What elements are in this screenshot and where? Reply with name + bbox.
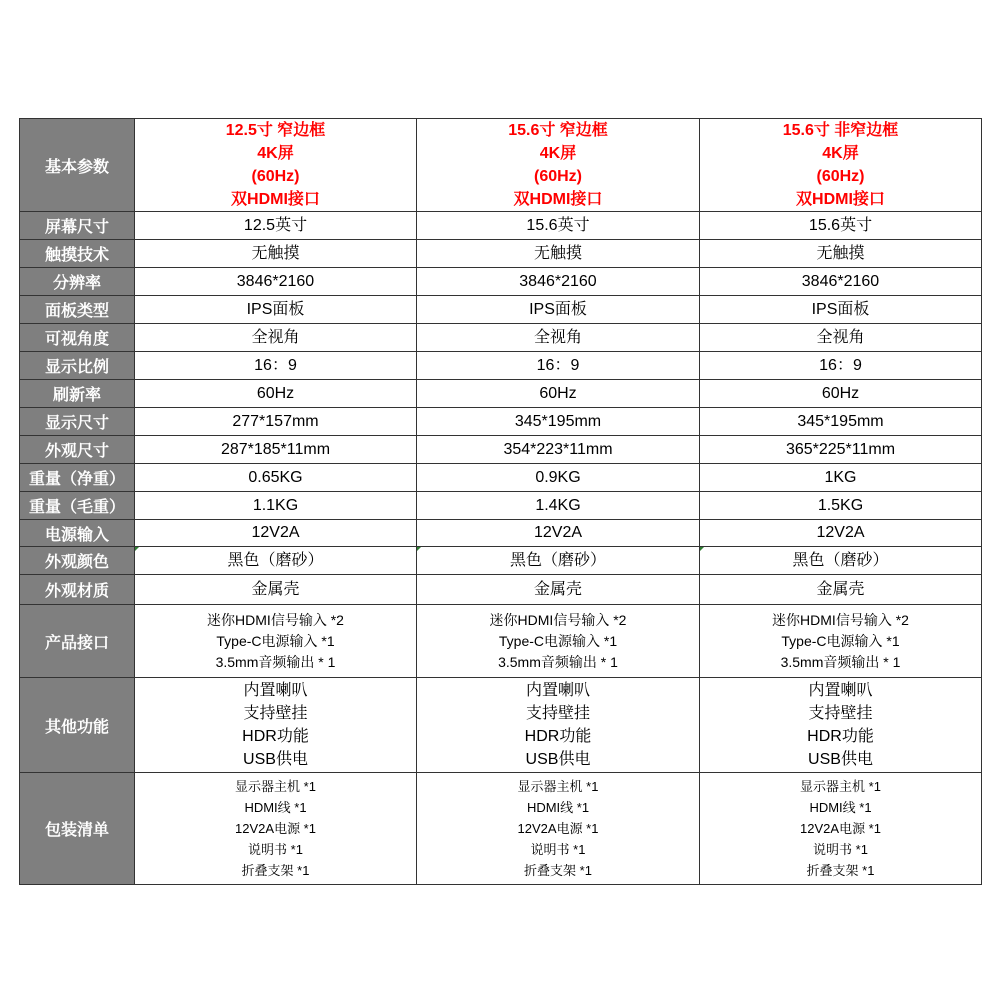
model-line: 4K屏 — [822, 145, 859, 162]
row-label: 显示尺寸 — [20, 408, 135, 436]
model-line: (60Hz) — [533, 168, 582, 185]
cell-value: IPS面板 — [135, 296, 417, 324]
model-line: 15.6寸 窄边框 — [508, 122, 608, 139]
table-row — [20, 408, 982, 436]
cell-value: IPS面板 — [417, 296, 700, 324]
list-item: 内置喇叭 — [525, 682, 590, 699]
list-item: HDR功能 — [807, 728, 874, 745]
row-label: 面板类型 — [20, 296, 135, 324]
model-column-header — [135, 119, 417, 212]
cell-value: 3846*2160 — [135, 268, 417, 296]
list-item: 说明书 *1 — [248, 842, 303, 857]
row-label: 外观尺寸 — [20, 436, 135, 464]
table-row — [20, 464, 982, 492]
table-row — [20, 520, 982, 547]
cell-value: 12V2A — [700, 520, 982, 547]
list-item: 显示器主机 *1 — [235, 779, 316, 794]
list-item: Type-C电源输入 *1 — [216, 632, 335, 649]
row-label: 电源输入 — [20, 520, 135, 547]
list-item: 内置喇叭 — [808, 682, 873, 699]
row-label: 重量（毛重） — [20, 492, 135, 520]
list-item: 12V2A电源 *1 — [517, 821, 599, 836]
list-item: 迷你HDMI信号输入 *2 — [207, 611, 344, 628]
row-label: 产品接口 — [20, 605, 135, 678]
cell-value: 12V2A — [417, 520, 700, 547]
package-row — [20, 773, 982, 885]
list-item: 3.5mm音频输出 * 1 — [780, 653, 901, 670]
features-cell — [700, 678, 982, 773]
features-cell — [417, 678, 700, 773]
list-item: USB供电 — [243, 751, 308, 768]
cell-value: 全视角 — [700, 324, 982, 352]
ports-cell — [135, 605, 417, 678]
list-item: 3.5mm音频输出 * 1 — [498, 653, 618, 670]
table-row — [20, 436, 982, 464]
list-item: HDMI线 *1 — [809, 800, 872, 815]
table-row — [20, 268, 982, 296]
model-line: 15.6寸 非窄边框 — [782, 122, 899, 139]
list-item: HDR功能 — [524, 728, 592, 745]
list-item: 内置喇叭 — [243, 682, 308, 699]
list-item: 12V2A电源 *1 — [800, 821, 881, 836]
row-label: 包装清单 — [20, 773, 135, 885]
ports-cell — [700, 605, 982, 678]
row-label: 显示比例 — [20, 352, 135, 380]
cell-value: 金属壳 — [135, 575, 417, 605]
list-item: 支持壁挂 — [525, 705, 590, 722]
list-item: 折叠支架 *1 — [806, 863, 875, 878]
table-row — [20, 492, 982, 520]
cell-value: 287*185*11mm — [135, 436, 417, 464]
ports-cell — [417, 605, 700, 678]
row-label: 刷新率 — [20, 380, 135, 408]
cell-value: 全视角 — [417, 324, 700, 352]
list-item: 支持壁挂 — [808, 705, 873, 722]
row-label: 触摸技术 — [20, 240, 135, 268]
row-label: 外观颜色 — [20, 547, 135, 575]
list-item: Type-C电源输入 *1 — [781, 632, 900, 649]
list-item: 折叠支架 *1 — [241, 863, 310, 878]
header-row — [20, 119, 982, 212]
package-cell — [417, 773, 700, 885]
cell-value: 345*195mm — [417, 408, 700, 436]
cell-value: 60Hz — [417, 380, 700, 408]
cell-value: 354*223*11mm — [417, 436, 700, 464]
cell-value: 全视角 — [135, 324, 417, 352]
features-cell — [135, 678, 417, 773]
cell-value: 277*157mm — [135, 408, 417, 436]
list-item: 迷你HDMI信号输入 *2 — [772, 611, 909, 628]
ports-row — [20, 605, 982, 678]
cell-value: 黑色（磨砂） — [135, 547, 417, 575]
cell-value: 345*195mm — [700, 408, 982, 436]
spec-table — [19, 118, 982, 885]
table-row — [20, 240, 982, 268]
model-column-header — [700, 119, 982, 212]
row-label: 基本参数 — [20, 119, 135, 212]
model-column-header — [417, 119, 700, 212]
list-item: 支持壁挂 — [243, 705, 308, 722]
table-row — [20, 547, 982, 575]
list-item: 显示器主机 *1 — [800, 779, 881, 794]
cell-value: 无触摸 — [417, 240, 700, 268]
list-item: 显示器主机 *1 — [517, 779, 599, 794]
list-item: 迷你HDMI信号输入 *2 — [489, 611, 627, 628]
cell-value: 60Hz — [700, 380, 982, 408]
table-row — [20, 575, 982, 605]
list-item: HDR功能 — [242, 728, 309, 745]
cell-value: 1KG — [700, 464, 982, 492]
cell-value: 0.65KG — [135, 464, 417, 492]
list-item: USB供电 — [525, 751, 591, 768]
cell-value: 黑色（磨砂） — [700, 547, 982, 575]
list-item: 3.5mm音频输出 * 1 — [215, 653, 336, 670]
cell-value: 1.5KG — [700, 492, 982, 520]
package-cell — [135, 773, 417, 885]
cell-value: 黑色（磨砂） — [417, 547, 700, 575]
row-label: 可视角度 — [20, 324, 135, 352]
model-line: 双HDMI接口 — [796, 191, 885, 208]
model-line: 4K屏 — [257, 145, 294, 162]
list-item: USB供电 — [808, 751, 873, 768]
list-item: 说明书 *1 — [813, 842, 868, 857]
model-line: 双HDMI接口 — [231, 191, 320, 208]
cell-value: 365*225*11mm — [700, 436, 982, 464]
spec-sheet — [19, 118, 981, 880]
list-item: 12V2A电源 *1 — [235, 821, 316, 836]
cell-value: 12V2A — [135, 520, 417, 547]
model-line: (60Hz) — [816, 168, 865, 185]
row-label: 分辨率 — [20, 268, 135, 296]
cell-value: 3846*2160 — [700, 268, 982, 296]
cell-value: 60Hz — [135, 380, 417, 408]
cell-value: 16：9 — [135, 352, 417, 380]
cell-value: 金属壳 — [417, 575, 700, 605]
model-line: 4K屏 — [539, 145, 577, 162]
cell-value: 16：9 — [417, 352, 700, 380]
cell-value: 1.1KG — [135, 492, 417, 520]
model-line: 双HDMI接口 — [513, 191, 603, 208]
list-item: 说明书 *1 — [530, 842, 586, 857]
cell-value: IPS面板 — [700, 296, 982, 324]
cell-value: 0.9KG — [417, 464, 700, 492]
cell-value: 15.6英寸 — [417, 212, 700, 240]
cell-value: 1.4KG — [417, 492, 700, 520]
row-label: 重量（净重） — [20, 464, 135, 492]
model-line: (60Hz) — [251, 168, 300, 185]
table-row — [20, 212, 982, 240]
cell-value: 12.5英寸 — [135, 212, 417, 240]
cell-value: 无触摸 — [700, 240, 982, 268]
row-label: 屏幕尺寸 — [20, 212, 135, 240]
cell-value: 15.6英寸 — [700, 212, 982, 240]
features-row — [20, 678, 982, 773]
table-row — [20, 296, 982, 324]
cell-value: 无触摸 — [135, 240, 417, 268]
cell-value: 金属壳 — [700, 575, 982, 605]
list-item: HDMI线 *1 — [526, 800, 590, 815]
package-cell — [700, 773, 982, 885]
table-row — [20, 352, 982, 380]
list-item: HDMI线 *1 — [244, 800, 307, 815]
list-item: Type-C电源输入 *1 — [498, 632, 618, 649]
row-label: 外观材质 — [20, 575, 135, 605]
row-label: 其他功能 — [20, 678, 135, 773]
model-line: 12.5寸 窄边框 — [225, 122, 326, 139]
cell-value: 3846*2160 — [417, 268, 700, 296]
table-row — [20, 380, 982, 408]
list-item: 折叠支架 *1 — [524, 863, 592, 878]
cell-value: 16：9 — [700, 352, 982, 380]
table-row — [20, 324, 982, 352]
